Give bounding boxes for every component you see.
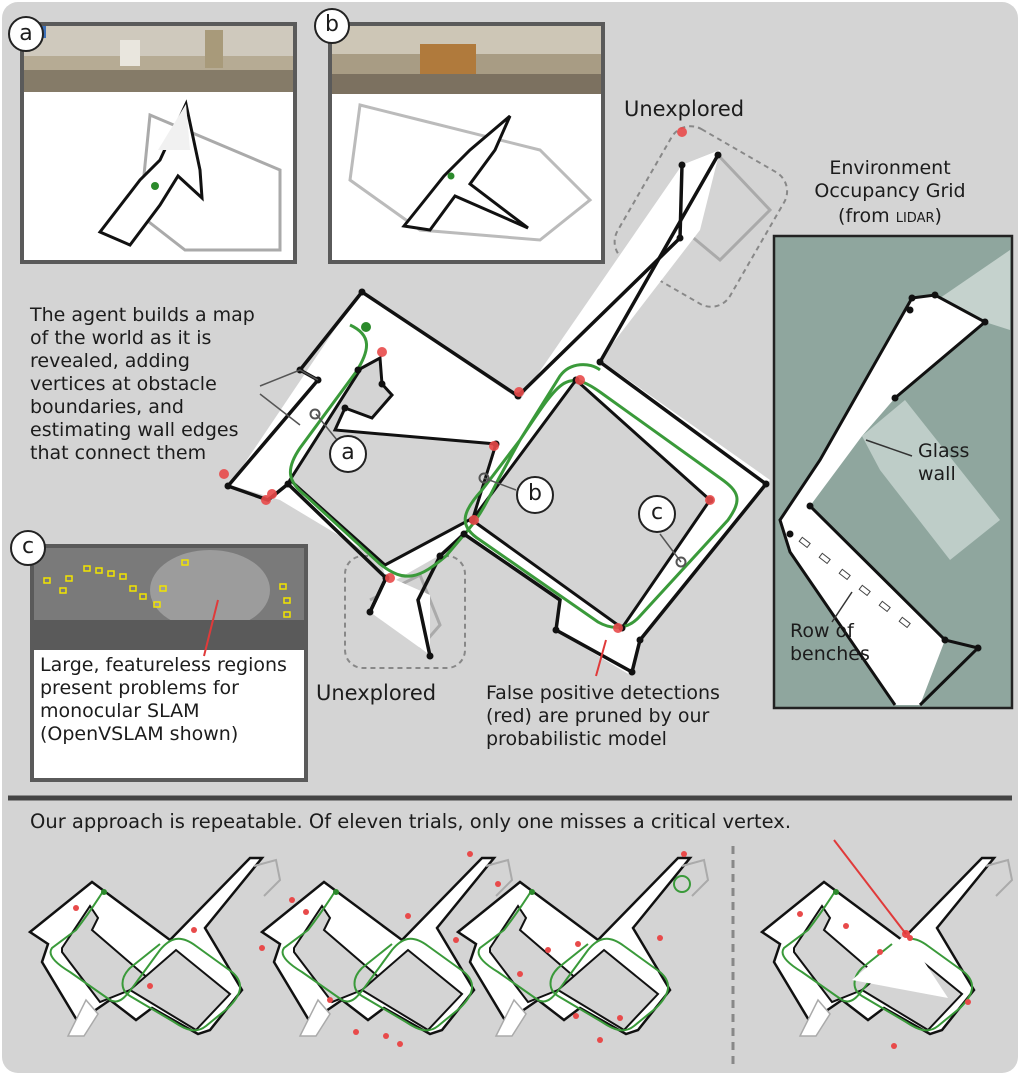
unexplored-bottom-label: Unexplored	[316, 681, 437, 705]
panel-a-tag: a	[19, 21, 33, 46]
panel-c-tag: c	[21, 534, 35, 559]
occupancy-title: Environment Occupancy Grid	[814, 157, 966, 202]
panel-a	[22, 24, 295, 262]
panel-b-tag: b	[325, 12, 339, 37]
glass-wall-label: Glass wall	[918, 440, 970, 485]
false-positive-note: False positive detections (red) are pruned by our probabilistic model	[486, 682, 720, 750]
unexplored-top-label: Unexplored	[624, 97, 745, 121]
map-marker-c: c	[650, 500, 664, 525]
panel-a-agent	[151, 182, 159, 190]
agent-start-marker	[361, 322, 371, 332]
agent-map-description: The agent builds a map of the world as it is revealed, adding vertices at obstacle boundaries, and estimating wall edges that connect them	[30, 304, 255, 464]
panel-c-caption: Large, featureless regions present problems for monocular SLAM (OpenVSLAM shown)	[40, 654, 287, 745]
panel-b-agent	[448, 173, 455, 180]
occupancy-subtitle: (from lidar)	[838, 205, 942, 227]
map-marker-a: a	[341, 440, 355, 465]
benches-label: Row of benches	[790, 620, 870, 665]
panel-b	[330, 24, 603, 262]
repeatability-caption: Our approach is repeatable. Of eleven trials, only one misses a critical vertex.	[30, 810, 792, 833]
map-marker-b: b	[528, 481, 542, 506]
